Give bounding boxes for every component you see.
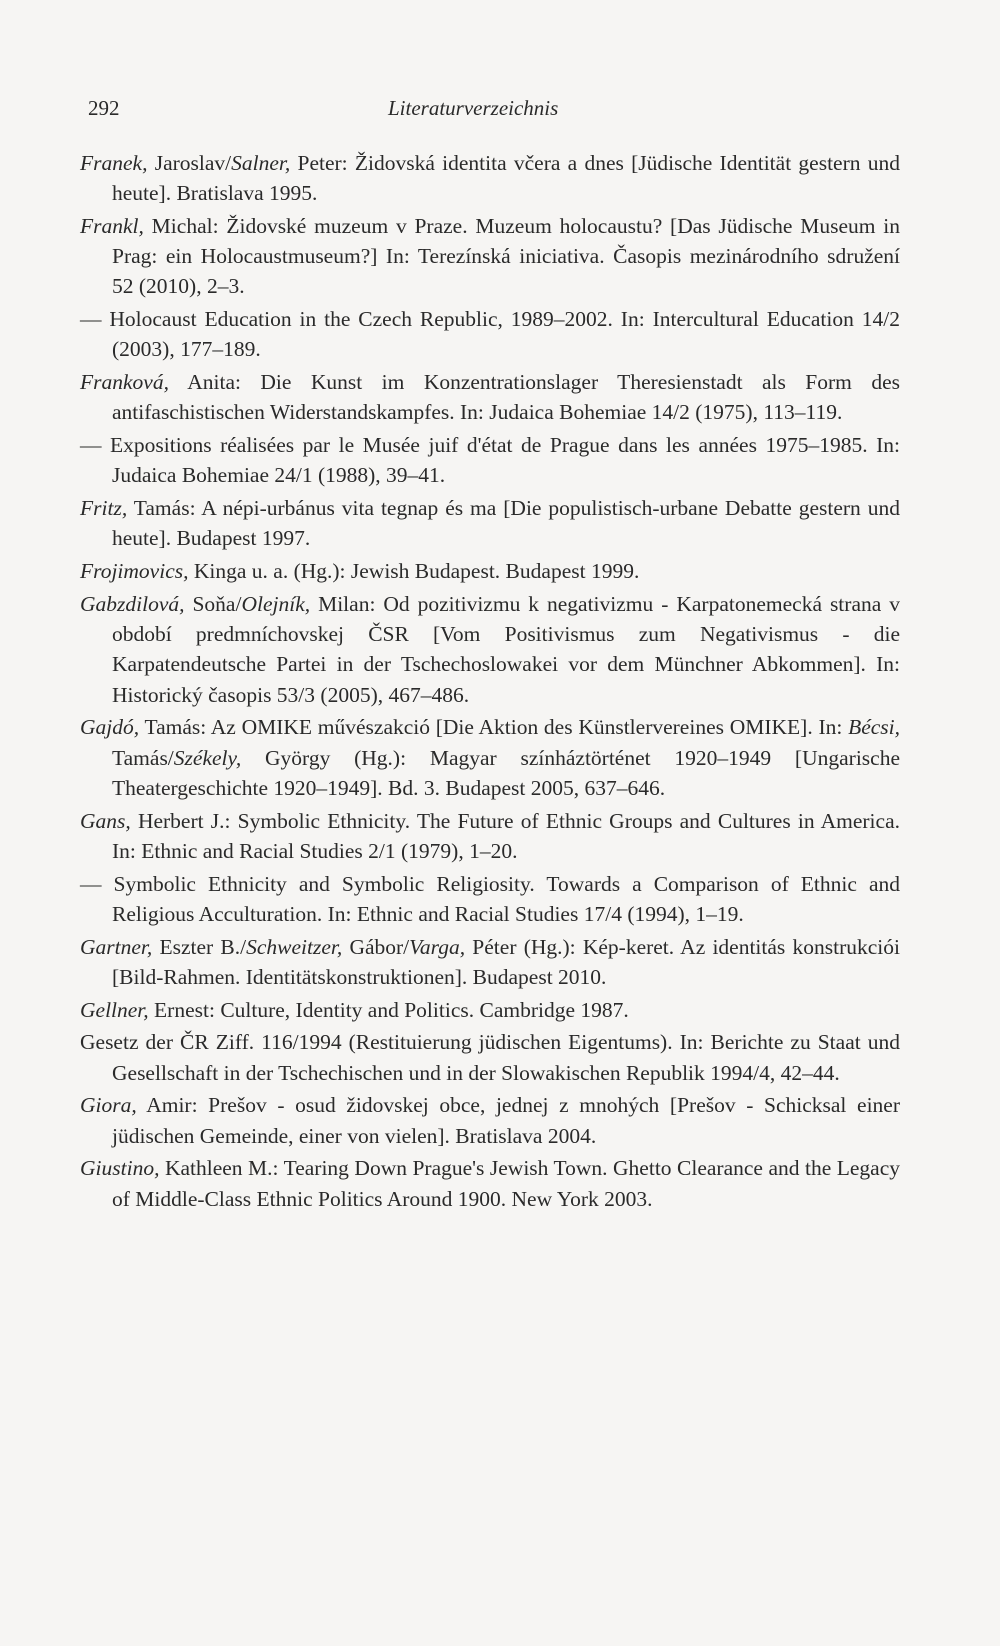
author-name: Gartner, — [80, 934, 153, 959]
author-name: Gajdó, — [80, 715, 140, 740]
author-name: Olejník, — [241, 592, 311, 616]
author-name: Schweitzer, — [246, 934, 343, 959]
book-page — [80, 88, 900, 1216]
author-name: Giustino, — [80, 1156, 160, 1181]
entry-text: Jaroslav/ — [147, 151, 232, 175]
entry-text: Eszter B./ — [152, 934, 247, 959]
entry-text: Soňa/ — [184, 592, 242, 616]
running-title: Literaturverzeichnis — [388, 96, 559, 120]
bibliography-entry — [80, 806, 900, 866]
bibliography-entry — [80, 712, 900, 803]
bibliography-entry — [80, 556, 900, 586]
author-name: Gans, — [80, 808, 131, 833]
entry-text: — Holocaust Education in the Czech Republic, 1989–2002. In: Intercultural Education 14/2 (2003), 177–189. — [80, 307, 900, 362]
author-name: Franková, — [80, 370, 169, 395]
entry-text: Milan: Od pozitivizmu k negativizmu - Karpatonemecká strana v období predmníchovskej ČSR [Vom Positivismus zum Negativismus - die Karpatendeutsche Partei in der Tschechoslowakei vor dem Münchner Abkommen]. In: Historický časopis 53/3 (2005), 467–486. — [112, 592, 900, 707]
author-name: Gabzdilová, — [80, 592, 185, 616]
author-name: Franek, — [80, 151, 148, 175]
author-name: Varga, — [409, 934, 466, 959]
author-name: Giora, — [80, 1093, 137, 1118]
entry-text: Michal: Židovské muzeum v Praze. Muzeum holocaustu? [Das Jüdische Museum in Prag: ein Holocaustmuseum?] In: Terezínská iniciativa. Časopis mezinárodního sdružení 52 (2010), 2–3. — [112, 214, 900, 299]
bibliography-entry — [80, 1027, 900, 1087]
bibliography-entry — [80, 869, 900, 929]
entry-text: Gábor/ — [342, 934, 410, 959]
running-head — [80, 88, 900, 128]
entry-text: Tamás: Az OMIKE művészakció [Die Aktion des Künstlervereines OMIKE]. In: — [139, 715, 849, 740]
entry-text: Anita: Die Kunst im Konzentrationslager Theresienstadt als Form des antifaschistischen Widerstandskampfes. In: Judaica Bohemiae 14/2 (1975), 113–119. — [112, 370, 900, 425]
author-name: Frojimovics, — [80, 559, 189, 584]
bibliography-entry — [80, 493, 900, 553]
author-name: Fritz, — [80, 496, 128, 521]
entry-text: Gesetz der ČR Ziff. 116/1994 (Restituierung jüdischen Eigentums). In: Berichte zu Staat und Gesellschaft in der Tschechischen und in der Slowakischen Republik 1994/4, 42–44. — [80, 1030, 900, 1085]
entry-text: Kinga u. a. (Hg.): Jewish Budapest. Budapest 1999. — [188, 559, 640, 584]
bibliography-entry — [80, 1090, 900, 1150]
bibliography-entry — [80, 995, 900, 1025]
author-name: Salner, — [231, 151, 291, 175]
bibliography-entry — [80, 148, 900, 208]
entry-text: Tamás: A népi-urbánus vita tegnap és ma [Die populistisch-urbane Debatte gestern und heute]. Budapest 1997. — [112, 496, 900, 551]
author-name: Bécsi, — [848, 715, 900, 740]
entry-text: Ernest: Culture, Identity and Politics. Cambridge 1987. — [148, 997, 629, 1022]
bibliography-entry — [80, 367, 900, 427]
page-number: 292 — [88, 96, 120, 120]
bibliography-entry — [80, 304, 900, 364]
bibliography-entry — [80, 211, 900, 302]
entry-text: Herbert J.: Symbolic Ethnicity. The Future of Ethnic Groups and Cultures in America. In: Ethnic and Racial Studies 2/1 (1979), 1–20. — [112, 808, 900, 863]
bibliography-list — [80, 148, 900, 1214]
entry-text: Kathleen M.: Tearing Down Prague's Jewish Town. Ghetto Clearance and the Legacy of Middle-Class Ethnic Politics Around 1900. New York 2003. — [112, 1156, 900, 1211]
author-name: Gellner, — [80, 997, 149, 1022]
entry-text: — Symbolic Ethnicity and Symbolic Religiosity. Towards a Comparison of Ethnic and Religious Acculturation. In: Ethnic and Racial Studies 17/4 (1994), 1–19. — [80, 871, 900, 926]
entry-text: György (Hg.): Magyar színháztörténet 1920–1949 [Ungarische Theatergeschichte 1920–1949]. Bd. 3. Budapest 2005, 637–646. — [112, 745, 900, 800]
author-name: Székely, — [173, 745, 242, 770]
entry-text: — Expositions réalisées par le Musée juif d'état de Prague dans les années 1975–1985. In: Judaica Bohemiae 24/1 (1988), 39–41. — [80, 433, 900, 488]
bibliography-entry — [80, 430, 900, 490]
bibliography-entry — [80, 589, 900, 710]
entry-text: Amir: Prešov - osud židovskej obce, jednej z mnohých [Prešov - Schicksal einer jüdischen Gemeinde, einer von vielen]. Bratislava 2004. — [112, 1093, 900, 1148]
bibliography-entry — [80, 932, 900, 992]
entry-text: Peter: Židovská identita včera a dnes [Jüdische Identität gestern und heute]. Bratislava 1995. — [112, 151, 900, 206]
bibliography-entry — [80, 1153, 900, 1213]
entry-text: Péter (Hg.): Kép-keret. Az identitás konstrukciói [Bild-Rahmen. Identitätskonstruktionen]. Budapest 2010. — [112, 934, 900, 989]
entry-text: Tamás/ — [112, 745, 174, 770]
author-name: Frankl, — [80, 214, 144, 238]
